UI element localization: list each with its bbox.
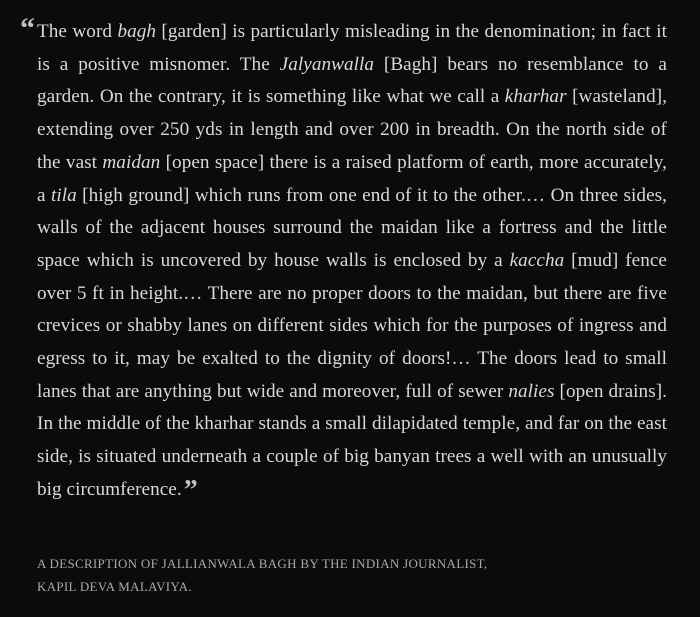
close-quote-mark: ” [183, 474, 198, 506]
quote-italic-term: kharhar [504, 86, 567, 108]
quote-segment: The word [37, 21, 118, 42]
quote-segment: [open drains]. In the middle of the kharhar stands a small dilapidated temple, and far on the east side, is situated underneath a couple of big banyan trees a well with an unusually big circumference. [37, 380, 667, 500]
quote-italic-term: bagh [117, 21, 157, 42]
attribution-line-2: KAPIL DEVA MALAVIYA. [37, 579, 192, 594]
quote-segment: [high ground] which runs from one end of it to the other.… On three sides, walls of the adjacent houses surround the maidan like a fortress and the little space which is uncovered by house walls is enclosed by a [37, 184, 667, 271]
quote-italic-term: maidan [102, 151, 161, 173]
quote-block [20, 12, 667, 507]
attribution [37, 552, 657, 598]
quote-italic-term: tila [50, 184, 77, 206]
quote-italic-term: Jalyanwalla [279, 53, 374, 75]
quote-segment: [mud] fence over 5 ft in height.… There are no proper doors to the maidan, but there are five crevices or shabby lanes on different sides which for the purposes of ingress and egress to it, may be exalted to the dignity of doors!… The doors lead to small lanes that are anything but wide and moreover, full of sewer [37, 249, 667, 402]
quote-segment: [open space] there is a raised platform of earth, more accurately, a [37, 151, 667, 206]
quote-paragraph [37, 16, 667, 507]
attribution-line-1: A DESCRIPTION OF JALLIANWALA BAGH BY THE INDIAN JOURNALIST, [37, 556, 488, 571]
quote-italic-term: kaccha [509, 249, 565, 271]
quote-segment: [wasteland], extending over 250 yds in length and over 200 in breadth. On the north side of the vast [37, 86, 667, 173]
open-quote-mark: “ [20, 12, 36, 45]
quote-segment: [garden] is particularly misleading in the denomination; in fact it is a positive misnomer. The [37, 21, 667, 75]
quote-segment: [Bagh] bears no resemblance to a garden. On the contrary, it is something like what we call a [37, 53, 667, 108]
quote-italic-term: nalies [508, 380, 555, 402]
